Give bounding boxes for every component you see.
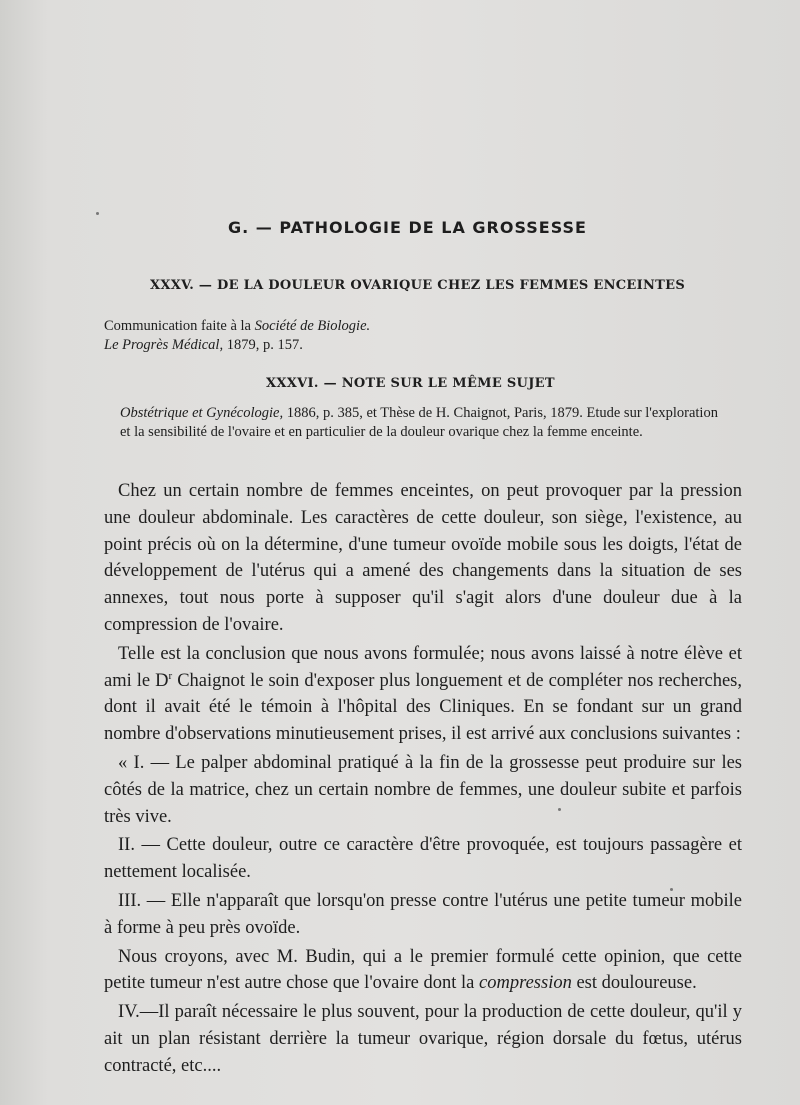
paragraph-2-text-b: Chaignot le soin d'exposer plus longuement et de compléter nos recherches, dont il avait été le témoin à l'hôpital des Cliniques. En se fondant sur un grand nombre d'observations minutieusement prises, il est arrivé aux conclusions suivantes :	[104, 670, 742, 745]
paragraph-1: Chez un certain nombre de femmes enceintes, on peut provoquer par la pression une douleur abdominale. Les caractères de cette douleur, son siège, l'existence, au point précis où on la détermine, d'une tumeur ovoïde mobile sous les doigts, l'état de développement de l'utérus qui a amené des changements dans la situation de ses annexes, tout nous porte à supposer qu'il s'agit alors d'une douleur due à la compression de l'ovaire.	[104, 481, 742, 635]
paragraph-budin	[104, 944, 742, 998]
paragraph-2-text-a: Telle est la conclusion que nous avons formulée; nous avons laissé à notre élève et ami le D	[104, 643, 742, 691]
note-title: XXXVI. — NOTE SUR LE MÊME SUJET	[266, 376, 555, 391]
conclusion-1: « I. — Le palper abdominal pratiqué à la fin de la grossesse peut produire sur les côtés de la matrice, chez un certain nombre de femmes, une douleur subite et parfois très vive.	[104, 752, 742, 827]
paragraph-budin-italic: compression	[479, 973, 572, 994]
note-reference-text: 1886, p. 385, et Thèse de H. Chaignot, Paris, 1879. Etude sur l'exploration et la sensibilité de l'ovaire et en particulier de la douleur ovarique chez la femme enceinte.	[120, 405, 718, 440]
paragraph-budin-text-b: est douloureuse.	[571, 973, 697, 994]
conclusion-4: IV.—Il paraît nécessaire le plus souvent, pour la production de cette douleur, qu'il y ait un plan résistant derrière la tumeur ovarique, région dorsale du fœtus, utérus contracté, etc....	[104, 1002, 742, 1076]
speck	[558, 808, 561, 811]
body-text	[104, 478, 742, 1082]
article-reference	[104, 317, 744, 355]
reference-text: Communication faite à la	[104, 318, 255, 334]
conclusion-3: III. — Elle n'apparaît que lorsqu'on presse contre l'utérus une petite tumeur mobile à forme à peu près ovoïde.	[104, 890, 742, 938]
note-reference	[120, 404, 725, 442]
paragraph-budin-text-a: Nous croyons, avec M. Budin, qui a le premier formulé cette opinion, que cette petite tumeur n'est autre chose que l'ovaire dont la	[104, 946, 742, 994]
speck	[96, 212, 99, 215]
section-title: G. — PATHOLOGIE DE LA GROSSESSE	[228, 218, 587, 237]
reference-journal: Société de Biologie.	[254, 318, 371, 334]
superscript: r	[168, 669, 173, 682]
reference-journal-2: Le Progrès Médical,	[104, 337, 224, 353]
note-reference-journal: Obstétrique et Gynécologie,	[120, 405, 284, 421]
paragraph-2	[104, 641, 742, 748]
conclusion-2: II. — Cette douleur, outre ce caractère d'être provoquée, est toujours passagère et nettement localisée.	[104, 835, 742, 883]
article-title: XXXV. — DE LA DOULEUR OVARIQUE CHEZ LES FEMMES ENCEINTES	[150, 278, 686, 293]
speck	[670, 888, 673, 891]
reference-citation: 1879, p. 157.	[223, 337, 303, 353]
